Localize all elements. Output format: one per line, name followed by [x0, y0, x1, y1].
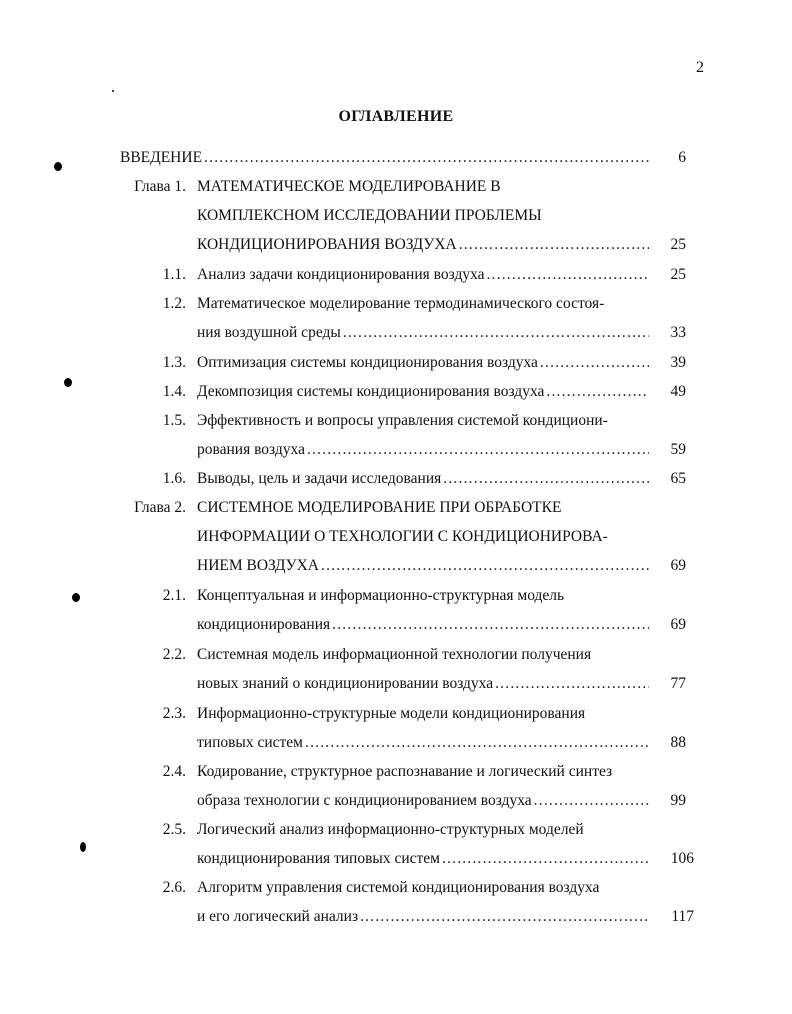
section-title-line: Кодирование, структурное распознавание и логический синтез: [197, 763, 613, 780]
chapter-title-line: СИСТЕМНОЕ МОДЕЛИРОВАНИЕ ПРИ ОБРАБОТКЕ: [197, 499, 562, 516]
chapter-title-line: МАТЕМАТИЧЕСКОЕ МОДЕЛИРОВАНИЕ В: [197, 178, 501, 195]
page-number: 2: [696, 59, 704, 76]
toc-page-number: 106: [670, 850, 694, 867]
section-title-line: кондиционирования типовых систем: [197, 850, 440, 867]
dot-leader: [305, 732, 649, 754]
toc-entry-chapter-1[interactable]: [197, 234, 655, 256]
toc-entry-section-1-5[interactable]: [197, 439, 655, 461]
section-title-line: Концептуальная и информационно-структурная модель: [197, 587, 565, 604]
toc-entry-section-2-4[interactable]: [197, 790, 655, 812]
toc-page-number: 49: [670, 383, 686, 400]
toc-entry-section-1-6[interactable]: [197, 468, 655, 490]
toc-entry-section-2-1[interactable]: [197, 614, 655, 636]
chapter-title-line: НИЕМ ВОЗДУХА: [197, 557, 319, 574]
toc-page-number: 65: [670, 470, 686, 487]
section-number: 2.3.: [162, 705, 186, 722]
scan-speck: [72, 593, 80, 602]
dot-leader: [442, 848, 649, 870]
toc-entry-section-2-3[interactable]: [197, 732, 655, 754]
toc-entry-section-1-3[interactable]: [197, 352, 655, 374]
toc-entry-intro[interactable]: [120, 147, 655, 169]
section-title-line: образа технологии с кондиционированием воздуха: [197, 792, 532, 809]
section-title-line: Информационно-структурные модели кондиционирования: [197, 705, 586, 722]
dot-leader: [540, 352, 649, 374]
section-title-line: Логический анализ информационно-структурных моделей: [197, 821, 584, 838]
section-title-line: ния воздушной среды: [197, 324, 341, 341]
section-title-line: Системная модель информационной технологии получения: [197, 646, 592, 663]
dot-leader: [534, 790, 649, 812]
dot-leader: [360, 906, 649, 928]
section-title-line: Анализ задачи кондиционирования воздуха: [197, 266, 485, 283]
toc-entry-title: ВВЕДЕНИЕ: [120, 149, 203, 166]
chapter-label: Глава 2.: [134, 499, 186, 516]
dot-leader: [204, 147, 649, 169]
section-title-line: новых знаний о кондиционировании воздуха: [197, 675, 494, 692]
section-title-line: Выводы, цель и задачи исследования: [197, 470, 442, 487]
toc-page-number: 117: [671, 908, 694, 925]
toc-page-number: 88: [670, 734, 686, 751]
section-title-line: типовых систем: [197, 734, 303, 751]
toc-entry-section-2-2[interactable]: [197, 673, 655, 695]
section-number: 2.5.: [162, 821, 186, 838]
dot-leader: [459, 234, 649, 256]
chapter-title-line: ИНФОРМАЦИИ О ТЕХНОЛОГИИ С КОНДИЦИОНИРОВА-: [197, 528, 608, 545]
section-title-line: и его логический анализ: [197, 908, 359, 925]
toc-entry-section-1-1[interactable]: [197, 264, 655, 286]
section-title-line: Алгоритм управления системой кондиционирования воздуха: [197, 879, 600, 896]
section-title-line: Математическое моделирование термодинамического состоя-: [197, 295, 605, 312]
section-title-line: рования воздуха: [197, 441, 305, 458]
toc-page-number: 69: [670, 557, 686, 574]
toc-page-number: 99: [670, 792, 686, 809]
toc-page-number: 25: [670, 236, 686, 253]
dot-leader: [307, 439, 649, 461]
section-number: 1.5.: [162, 412, 186, 429]
section-title-line: кондиционирования: [197, 616, 331, 633]
toc-page-number: 69: [670, 616, 686, 633]
toc-entry-section-1-4[interactable]: [197, 381, 655, 403]
chapter-label: Глава 1.: [134, 178, 186, 195]
scan-speck: [64, 378, 72, 387]
dot-leader: [443, 468, 649, 490]
toc-heading: ОГЛАВЛЕНИЕ: [338, 108, 454, 125]
toc-entry-section-1-2[interactable]: [197, 322, 655, 344]
toc-page-number: 33: [670, 324, 686, 341]
scan-speck: [54, 162, 62, 171]
section-number: 1.1.: [162, 266, 186, 283]
section-number: 1.3.: [162, 354, 186, 371]
dot-leader: [546, 381, 649, 403]
toc-page-number: 6: [678, 149, 686, 166]
chapter-title-line: КОМПЛЕКСНОМ ИССЛЕДОВАНИИ ПРОБЛЕМЫ: [197, 207, 542, 224]
section-number: 1.4.: [162, 383, 186, 400]
toc-page-number: 59: [670, 441, 686, 458]
dot-leader: [332, 614, 649, 636]
scan-speck: [112, 90, 114, 92]
toc-page-number: 25: [670, 266, 686, 283]
toc-page-number: 39: [670, 354, 686, 371]
section-number: 1.2.: [162, 295, 186, 312]
toc-entry-chapter-2[interactable]: [197, 555, 655, 577]
section-number: 2.2.: [162, 646, 186, 663]
dot-leader: [487, 264, 650, 286]
section-number: 2.6.: [162, 879, 186, 896]
section-title-line: Эффективность и вопросы управления системой кондициони-: [197, 412, 608, 429]
toc-page-number: 77: [670, 675, 686, 692]
chapter-title-line: КОНДИЦИОНИРОВАНИЯ ВОЗДУХА: [197, 236, 457, 253]
dot-leader: [321, 555, 649, 577]
toc-entry-section-2-6[interactable]: [197, 906, 655, 928]
dot-leader: [495, 673, 649, 695]
section-number: 2.4.: [162, 763, 186, 780]
section-title-line: Оптимизация системы кондиционирования воздуха: [197, 354, 538, 371]
scan-speck: [80, 842, 86, 852]
toc-entry-section-2-5[interactable]: [197, 848, 655, 870]
dot-leader: [343, 322, 649, 344]
section-title-line: Декомпозиция системы кондиционирования воздуха: [197, 383, 545, 400]
section-number: 1.6.: [162, 470, 186, 487]
section-number: 2.1.: [162, 587, 186, 604]
